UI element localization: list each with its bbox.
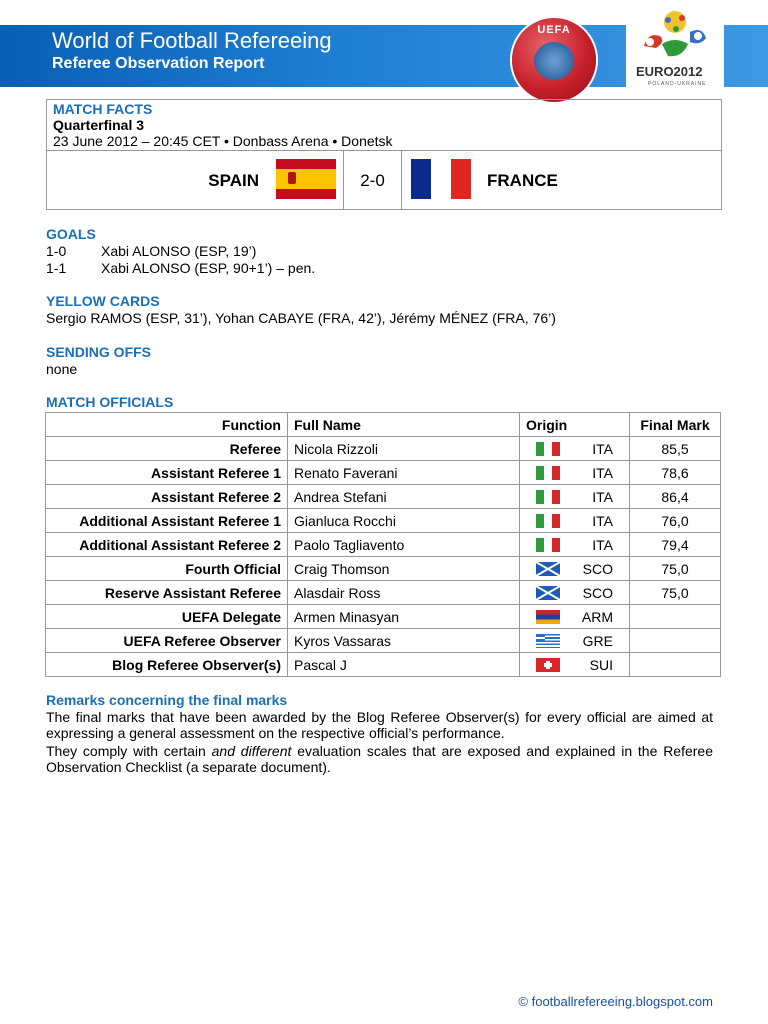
official-origin: ITA	[592, 512, 613, 529]
goals-title: GOALS	[46, 226, 96, 242]
ita-flag-icon	[536, 466, 560, 480]
sending-offs-title: SENDING OFFS	[46, 344, 152, 360]
footer-copyright-link[interactable]: © footballrefereeing.blogspot.com	[518, 994, 713, 1009]
euro2012-emblem-icon	[626, 2, 724, 64]
official-mark: 78,6	[630, 461, 721, 485]
goal-description: Xabi ALONSO (ESP, 19’)	[101, 243, 257, 259]
remarks-text: They comply with certain	[46, 743, 212, 759]
ita-flag-icon	[536, 490, 560, 504]
official-function: Fourth Official	[46, 557, 288, 581]
official-origin: ARM	[581, 608, 613, 625]
page-subtitle: Referee Observation Report	[52, 55, 265, 72]
official-name: Kyros Vassaras	[288, 629, 520, 653]
sui-flag-icon	[536, 658, 560, 672]
home-team: SPAIN	[208, 171, 259, 190]
column-header-mark: Final Mark	[630, 413, 721, 437]
euro2012-logo-subtext: POLAND-UKRAINE	[648, 81, 707, 87]
remarks-emphasis: and different	[211, 743, 292, 759]
official-function: Blog Referee Observer(s)	[46, 653, 288, 677]
remarks-paragraph-1: The final marks that have been awarded by the Blog Referee Observer(s) for every official are aimed at expressing a general assessment on the respective official’s performance.	[46, 709, 713, 741]
table-row	[46, 557, 721, 581]
column-header-name: Full Name	[288, 413, 520, 437]
official-origin: SCO	[582, 560, 613, 577]
official-name: Alasdair Ross	[288, 581, 520, 605]
officials-table	[45, 412, 721, 677]
official-mark: 76,0	[630, 509, 721, 533]
match-facts-box	[46, 99, 722, 210]
goal-score: 1-1	[46, 260, 67, 276]
official-name: Gianluca Rocchi	[288, 509, 520, 533]
official-name: Paolo Tagliavento	[288, 533, 520, 557]
official-function: Reserve Assistant Referee	[46, 581, 288, 605]
match-round: Quarterfinal 3	[53, 117, 145, 133]
official-origin: SCO	[582, 584, 613, 601]
divider	[47, 150, 721, 151]
match-score: 2-0	[360, 171, 385, 190]
ita-flag-icon	[536, 514, 560, 528]
ita-flag-icon	[536, 538, 560, 552]
yellow-cards-title: YELLOW CARDS	[46, 293, 160, 309]
uefa-globe-icon	[534, 42, 574, 80]
ita-flag-icon	[536, 442, 560, 456]
official-mark: 75,0	[630, 581, 721, 605]
official-origin: GRE	[582, 632, 613, 649]
official-origin: ITA	[592, 464, 613, 481]
table-row	[46, 533, 721, 557]
page-title: World of Football Refereeing	[52, 28, 332, 53]
official-origin: ITA	[592, 536, 613, 553]
sco-flag-icon	[536, 586, 560, 600]
official-function: Assistant Referee 2	[46, 485, 288, 509]
remarks-title: Remarks concerning the final marks	[46, 692, 288, 708]
match-date-venue: 23 June 2012 – 20:45 CET • Donbass Arena • Donetsk	[53, 133, 393, 149]
sending-offs-text: none	[46, 361, 78, 377]
official-name: Craig Thomson	[288, 557, 520, 581]
uefa-logo	[512, 18, 596, 102]
official-mark: 86,4	[630, 485, 721, 509]
table-row	[46, 461, 721, 485]
remarks-text: evaluation scales that are exposed and explained in the Referee Observation Checklist (a separate document).	[46, 743, 713, 775]
table-row	[46, 629, 721, 653]
yellow-cards-list: Sergio RAMOS (ESP, 31’), Yohan CABAYE (FRA, 42’), Jérémy MÉNEZ (FRA, 76’)	[46, 310, 556, 326]
official-name: Nicola Rizzoli	[288, 437, 520, 461]
official-origin: ITA	[592, 440, 613, 457]
table-header-row	[46, 413, 721, 437]
table-row	[46, 485, 721, 509]
table-row	[46, 653, 721, 677]
table-row	[46, 437, 721, 461]
official-name: Renato Faverani	[288, 461, 520, 485]
official-function: Assistant Referee 1	[46, 461, 288, 485]
official-function: Referee	[46, 437, 288, 461]
table-row	[46, 605, 721, 629]
official-function: UEFA Referee Observer	[46, 629, 288, 653]
match-officials-title: MATCH OFFICIALS	[46, 394, 174, 410]
gre-flag-icon	[536, 634, 560, 648]
official-origin: ITA	[592, 488, 613, 505]
official-name: Pascal J	[288, 653, 520, 677]
official-mark: 85,5	[630, 437, 721, 461]
match-facts-label: MATCH FACTS	[53, 101, 153, 117]
official-function: Additional Assistant Referee 1	[46, 509, 288, 533]
arm-flag-icon	[536, 610, 560, 624]
official-function: Additional Assistant Referee 2	[46, 533, 288, 557]
uefa-logo-text: UEFA	[537, 24, 571, 36]
france-flag-icon	[411, 159, 471, 199]
goal-description: Xabi ALONSO (ESP, 90+1’) – pen.	[101, 260, 316, 276]
column-header-function: Function	[46, 413, 288, 437]
official-function: UEFA Delegate	[46, 605, 288, 629]
column-header-origin: Origin	[520, 413, 630, 437]
official-name: Andrea Stefani	[288, 485, 520, 509]
official-mark: 75,0	[630, 557, 721, 581]
divider	[401, 151, 402, 209]
official-mark: 79,4	[630, 533, 721, 557]
euro2012-logo-text: EURO2012	[636, 64, 703, 79]
sco-flag-icon	[536, 562, 560, 576]
table-row	[46, 581, 721, 605]
official-origin: SUI	[589, 656, 613, 673]
spain-flag-icon	[276, 159, 336, 199]
away-team: FRANCE	[487, 171, 558, 190]
table-row	[46, 509, 721, 533]
goal-score: 1-0	[46, 243, 67, 259]
remarks-paragraph-2	[46, 743, 713, 775]
official-name: Armen Minasyan	[288, 605, 520, 629]
